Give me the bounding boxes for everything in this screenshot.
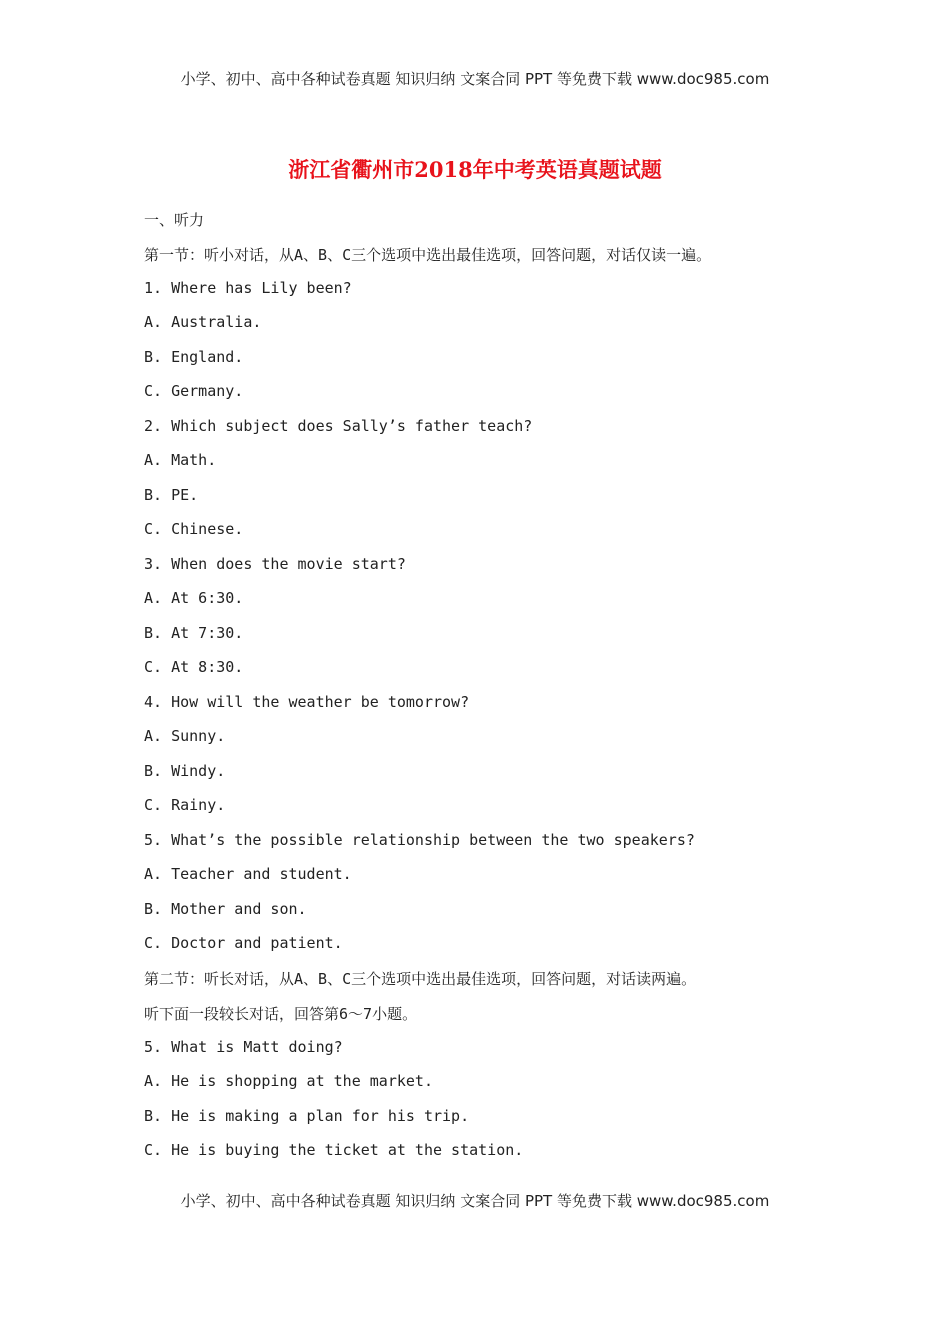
- question-2-option-c: C. Chinese.: [144, 520, 244, 538]
- question-4-option-a: A. Sunny.: [144, 727, 226, 745]
- question-4-option-c: C. Rainy.: [144, 796, 226, 814]
- question-1-option-b: B. England.: [144, 348, 244, 366]
- question-3-option-a: A. At 6:30.: [144, 589, 244, 607]
- question-1: 1. Where has Lily been?: [144, 279, 352, 297]
- question-6-option-a: A. He is shopping at the market.: [144, 1072, 433, 1090]
- question-2: 2. Which subject does Sally’s father teach?: [144, 417, 533, 435]
- question-1-option-c: C. Germany.: [144, 382, 244, 400]
- part2-sub-instruction: 听下面一段较长对话，回答第6～7小题。: [144, 1005, 418, 1023]
- question-4: 4. How will the weather be tomorrow?: [144, 693, 470, 711]
- question-5-option-b: B. Mother and son.: [144, 900, 307, 918]
- page-header: 小学、初中、高中各种试卷真题 知识归纳 文案合同 PPT 等免费下载 www.doc985.com: [180, 70, 770, 88]
- question-6-option-b: B. He is making a plan for his trip.: [144, 1107, 470, 1125]
- question-6-option-c: C. He is buying the ticket at the station.: [144, 1141, 524, 1159]
- question-3-option-b: B. At 7:30.: [144, 624, 244, 642]
- question-6: 5. What is Matt doing?: [144, 1038, 343, 1056]
- page-footer: 小学、初中、高中各种试卷真题 知识归纳 文案合同 PPT 等免费下载 www.doc985.com: [180, 1192, 770, 1210]
- question-5-option-a: A. Teacher and student.: [144, 865, 352, 883]
- question-4-option-b: B. Windy.: [144, 762, 226, 780]
- part2-instruction: 第二节：听长对话，从A、B、C三个选项中选出最佳选项，回答问题，对话读两遍。: [144, 970, 697, 988]
- question-3-option-c: C. At 8:30.: [144, 658, 244, 676]
- question-5: 5. What’s the possible relationship between the two speakers?: [144, 831, 695, 849]
- question-2-option-a: A. Math.: [144, 451, 217, 469]
- question-5-option-c: C. Doctor and patient.: [144, 934, 343, 952]
- document-title: 浙江省衢州市2018年中考英语真题试题: [288, 157, 662, 182]
- part1-instruction: 第一节：听小对话，从A、B、C三个选项中选出最佳选项，回答问题，对话仅读一遍。: [144, 246, 712, 264]
- section-heading: 一、听力: [144, 211, 205, 229]
- question-2-option-b: B. PE.: [144, 486, 199, 504]
- question-3: 3. When does the movie start?: [144, 555, 406, 573]
- question-1-option-a: A. Australia.: [144, 313, 262, 331]
